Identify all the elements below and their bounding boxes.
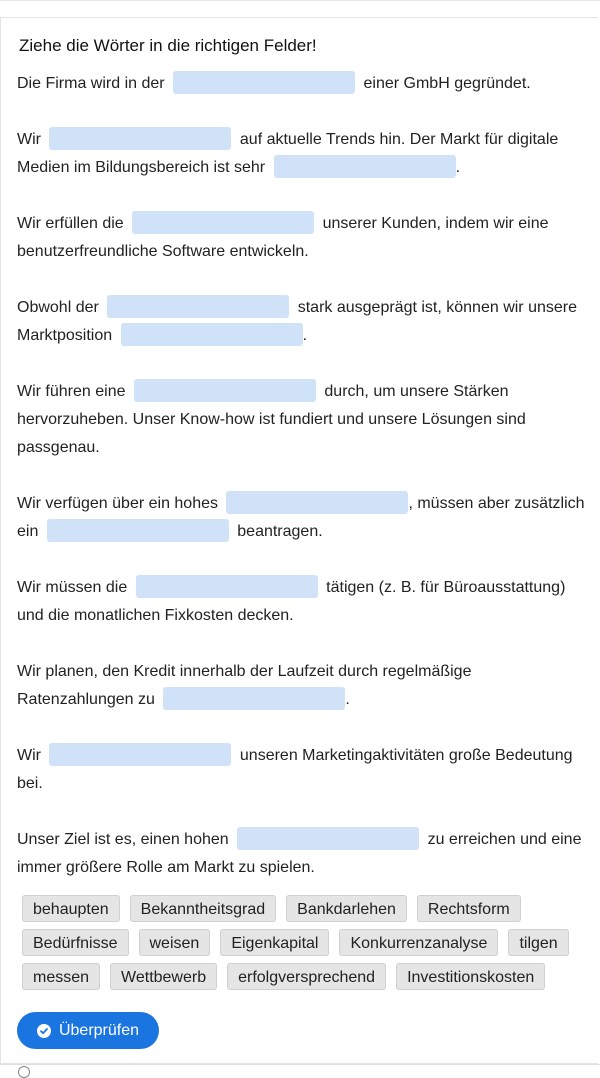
word-chip[interactable]: weisen [139, 929, 211, 956]
word-chip[interactable]: tilgen [508, 929, 568, 956]
sentence-text: Unser Ziel ist es, einen hohen [17, 831, 229, 848]
sentence-6 [17, 490, 592, 546]
sentence-text: unseren Marketingaktivitäten große Bedeutung bei. [17, 747, 573, 792]
sentence-1 [17, 70, 592, 98]
drop-zone[interactable] [49, 127, 231, 150]
word-chip[interactable]: Bedürfnisse [22, 929, 129, 956]
check-circle-icon [37, 1024, 51, 1038]
word-chip[interactable]: Bankdarlehen [286, 895, 407, 922]
word-chip[interactable]: Konkurrenzanalyse [339, 929, 498, 956]
sentence-text: Wir [17, 131, 41, 148]
sentence-text: Obwohl der [17, 299, 99, 316]
check-button-label: Überprüfen [58, 1021, 140, 1039]
circle-icon [18, 1066, 30, 1078]
sentence-text: einer GmbH gegründet. [363, 75, 531, 92]
sentence-text: Wir planen, den Kredit innerhalb der Laufzeit durch regelmäßige Ratenzahlungen zu [17, 663, 472, 708]
word-chip[interactable]: messen [22, 963, 100, 990]
sentence-text: . [345, 691, 350, 708]
word-chip[interactable]: erfolgversprechend [227, 963, 386, 990]
sentence-10 [17, 826, 592, 882]
sentence-list [17, 70, 592, 910]
sentence-text: Wir führen eine [17, 383, 126, 400]
word-chip[interactable]: Wettbewerb [110, 963, 217, 990]
drop-zone[interactable] [136, 575, 318, 598]
sentence-text: . [455, 159, 461, 176]
sentence-5 [17, 378, 592, 462]
sentence-text: stark ausgeprägt ist, können wir unsere Marktposition [17, 299, 577, 344]
sentence-7 [17, 574, 592, 630]
check-button[interactable] [17, 1012, 159, 1049]
sentence-3 [17, 210, 592, 266]
sentence-text: zu erreichen und eine immer größere Rolle am Markt zu spielen. [17, 831, 582, 876]
drop-zone[interactable] [47, 519, 229, 542]
word-bank [17, 894, 587, 996]
sentence-text: auf aktuelle Trends hin. Der Markt für digitale Medien im Bildungsbereich ist sehr [17, 131, 559, 176]
exercise-title: Ziehe die Wörter in die richtigen Felder! [19, 36, 317, 55]
drop-zone[interactable] [49, 743, 231, 766]
sentence-text: Die Firma wird in der [17, 75, 165, 92]
drop-zone[interactable] [134, 379, 316, 402]
sentence-text: unserer Kunden, indem wir eine benutzerfreundliche Software entwickeln. [17, 215, 549, 260]
sentence-text: Wir müssen die [17, 579, 128, 596]
sentence-text: tätigen (z. B. für Büroausstattung) und die monatlichen Fixkosten decken. [17, 579, 566, 624]
sentence-text: Wir [17, 747, 41, 764]
word-chip[interactable]: behaupten [22, 895, 120, 922]
sentence-text: durch, um unsere Stärken hervorzuheben. Unser Know-how ist fundiert und unsere Lösungen sind passgenau. [17, 383, 526, 456]
word-chip[interactable]: Eigenkapital [220, 929, 329, 956]
word-chip[interactable]: Investitionskosten [396, 963, 545, 990]
sentence-text: , müssen aber zusätzlich ein [17, 495, 585, 540]
word-chip[interactable]: Bekanntheitsgrad [130, 895, 277, 922]
sentence-text: . [302, 327, 308, 344]
sentence-text: beantragen. [237, 523, 323, 540]
sentence-2 [17, 126, 592, 182]
drop-zone[interactable] [163, 687, 345, 710]
drop-zone[interactable] [274, 155, 456, 178]
sentence-8 [17, 658, 592, 714]
top-divider [0, 0, 600, 1]
drop-zone[interactable] [226, 491, 408, 514]
drop-zone[interactable] [132, 211, 314, 234]
drop-zone[interactable] [237, 827, 419, 850]
drop-zone[interactable] [173, 71, 355, 94]
sentence-text: Wir verfügen über ein hohes [17, 495, 218, 512]
bottom-divider [0, 1064, 600, 1065]
drop-zone[interactable] [121, 323, 303, 346]
word-chip[interactable]: Rechtsform [417, 895, 521, 922]
drop-zone[interactable] [107, 295, 289, 318]
sentence-4 [17, 294, 592, 350]
sentence-9 [17, 742, 592, 798]
sentence-text: Wir erfüllen die [17, 215, 124, 232]
